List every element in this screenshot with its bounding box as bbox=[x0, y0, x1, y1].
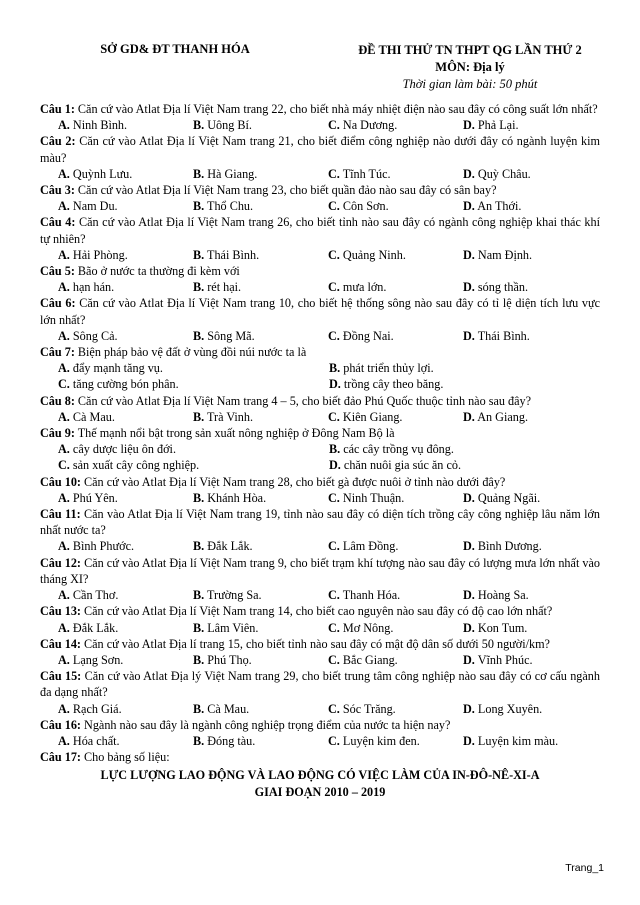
option-text: Đắk Lắk. bbox=[72, 620, 119, 635]
answer-option bbox=[328, 652, 463, 668]
question-number: Câu 5: bbox=[40, 264, 75, 279]
answer-row bbox=[40, 538, 600, 554]
option-letter: C. bbox=[328, 490, 340, 505]
question-stem bbox=[40, 506, 600, 538]
option-letter: C. bbox=[58, 377, 70, 392]
option-letter: A. bbox=[58, 442, 70, 457]
answer-option bbox=[58, 247, 193, 263]
option-letter: C. bbox=[328, 588, 340, 603]
answer-option bbox=[58, 328, 193, 344]
answer-option bbox=[463, 701, 598, 717]
question-stem bbox=[40, 214, 600, 246]
question-number: Câu 9: bbox=[40, 426, 75, 441]
answer-option bbox=[193, 701, 328, 717]
question-stem bbox=[40, 636, 600, 652]
question-text: Căn cứ vào Atlat Địa lí Việt Nam trang 4 – 5, cho biết đảo Phú Quốc thuộc tỉnh nào sau đây? bbox=[74, 393, 532, 408]
option-text: Phả Lại. bbox=[477, 118, 519, 133]
question-stem bbox=[40, 668, 600, 700]
option-letter: A. bbox=[58, 247, 70, 262]
answer-option bbox=[58, 620, 193, 636]
answer-option bbox=[193, 620, 328, 636]
answer-option bbox=[463, 620, 598, 636]
option-text: Ninh Bình. bbox=[72, 118, 128, 133]
question-text: Căn cứ vào Atlat Địa lí Việt Nam trang 22, cho biết nhà máy nhiệt điện nào sau đây có công suất lớn nhất? bbox=[74, 102, 598, 116]
answer-option bbox=[193, 538, 328, 554]
answer-row bbox=[40, 360, 600, 376]
option-letter: C. bbox=[328, 280, 340, 295]
option-text: Thái Bình. bbox=[207, 247, 260, 262]
option-letter: D. bbox=[463, 199, 475, 214]
option-letter: D. bbox=[463, 118, 475, 133]
option-letter: C. bbox=[328, 733, 340, 748]
option-text: Nam Du. bbox=[72, 199, 118, 214]
option-text: Uông Bí. bbox=[207, 118, 252, 133]
answer-option bbox=[193, 490, 328, 506]
option-letter: D. bbox=[329, 458, 341, 473]
question-stem bbox=[40, 182, 600, 198]
option-text: Vĩnh Phúc. bbox=[477, 652, 533, 667]
answer-option bbox=[193, 652, 328, 668]
option-text: Na Dương. bbox=[342, 118, 398, 133]
option-text: Đóng tàu. bbox=[207, 733, 256, 748]
option-text: Kon Tum. bbox=[477, 620, 528, 635]
exam-title: ĐỀ THI THỬ TN THPT QG LẦN THỨ 2 bbox=[358, 43, 582, 57]
option-text: Bắc Giang. bbox=[342, 652, 398, 667]
question-stem bbox=[40, 263, 600, 279]
answer-row bbox=[40, 328, 600, 344]
answer-option bbox=[58, 279, 193, 295]
answer-option bbox=[193, 117, 328, 133]
option-text: Kiên Giang. bbox=[342, 409, 403, 424]
option-letter: A. bbox=[58, 280, 70, 295]
answer-row bbox=[40, 376, 600, 392]
question-stem bbox=[40, 474, 600, 490]
option-text: Lâm Viên. bbox=[207, 620, 259, 635]
option-letter: D. bbox=[463, 652, 475, 667]
option-text: Quỳ Châu. bbox=[477, 166, 531, 181]
option-text: Luyện kim màu. bbox=[477, 733, 559, 748]
option-letter: D. bbox=[463, 701, 475, 716]
question-text: Căn vào Atlat Địa lí Việt Nam trang 19, tỉnh nào sau đây có diện tích trồng cây công nghiệp lâu năm lớn nhất nước ta? bbox=[40, 507, 600, 538]
answer-option bbox=[58, 457, 329, 473]
option-text: Lâm Đồng. bbox=[342, 539, 399, 554]
question-stem bbox=[40, 555, 600, 587]
option-letter: C. bbox=[328, 328, 340, 343]
answer-option bbox=[328, 117, 463, 133]
answer-option bbox=[58, 701, 193, 717]
option-text: Sông Mã. bbox=[207, 328, 255, 343]
option-text: tăng cường bón phân. bbox=[72, 377, 179, 392]
question-text: Căn cứ vào Atlat Địa lí Việt Nam trang 21, cho biết điểm công nghiệp nào dưới đây có ngành luyện kim màu? bbox=[40, 134, 600, 165]
answer-option bbox=[328, 166, 463, 182]
option-text: Hóa chất. bbox=[72, 733, 120, 748]
option-text: Quảng Ninh. bbox=[342, 247, 406, 262]
answer-option bbox=[58, 441, 329, 457]
option-text: Cà Mau. bbox=[207, 701, 250, 716]
answer-row bbox=[40, 409, 600, 425]
option-letter: C. bbox=[328, 652, 340, 667]
option-letter: A. bbox=[58, 199, 70, 214]
option-text: Phú Thọ. bbox=[207, 652, 252, 667]
answer-option bbox=[328, 587, 463, 603]
option-letter: A. bbox=[58, 328, 70, 343]
option-letter: A. bbox=[58, 733, 70, 748]
subject-line: MÔN: Địa lý bbox=[435, 60, 505, 74]
question-text: Căn cứ vào Atlat Địa lí Việt Nam trang 9, cho biết trạm khí tượng nào sau đây có lượng mưa lớn nhất vào tháng XI? bbox=[40, 555, 600, 586]
option-letter: A. bbox=[58, 490, 70, 505]
option-text: Đồng Nai. bbox=[342, 328, 394, 343]
question-list bbox=[40, 101, 600, 801]
option-letter: C. bbox=[328, 701, 340, 716]
option-letter: C. bbox=[328, 620, 340, 635]
question-text: Căn cứ vào Atlat Địa lí Việt Nam trang 10, cho biết hệ thống sông nào sau đây có tỉ lệ diện tích lưu vực lớn nhất? bbox=[40, 296, 600, 327]
answer-row bbox=[40, 198, 600, 214]
question-number: Câu 13: bbox=[40, 604, 81, 619]
option-text: Tĩnh Túc. bbox=[342, 166, 391, 181]
option-text: Thanh Hóa. bbox=[342, 588, 401, 603]
answer-option bbox=[58, 117, 193, 133]
option-letter: B. bbox=[193, 118, 205, 133]
answer-option bbox=[463, 198, 598, 214]
option-text: Phú Yên. bbox=[72, 490, 118, 505]
option-letter: C. bbox=[58, 458, 70, 473]
option-letter: B. bbox=[329, 361, 341, 376]
option-letter: B. bbox=[193, 199, 205, 214]
option-text: chăn nuôi gia súc ăn cỏ. bbox=[343, 458, 462, 473]
question-stem bbox=[40, 425, 600, 441]
question-stem bbox=[40, 603, 600, 619]
answer-option bbox=[463, 117, 598, 133]
option-text: Trường Sa. bbox=[207, 588, 262, 603]
option-text: Thái Bình. bbox=[477, 328, 530, 343]
option-letter: C. bbox=[328, 199, 340, 214]
answer-option bbox=[328, 247, 463, 263]
option-text: Hải Phòng. bbox=[72, 247, 128, 262]
question-text: Căn cứ vào Atlat Địa lí Việt Nam trang 26, cho biết tỉnh nào sau đây có ngành công nghiệp khai thác khí tự nhiên? bbox=[40, 215, 600, 246]
option-letter: B. bbox=[193, 701, 205, 716]
option-text: Cà Mau. bbox=[72, 409, 115, 424]
option-letter: B. bbox=[193, 490, 205, 505]
answer-option bbox=[193, 247, 328, 263]
answer-option bbox=[328, 409, 463, 425]
option-letter: B. bbox=[193, 409, 205, 424]
page-number: Trang_1 bbox=[565, 862, 604, 874]
option-letter: A. bbox=[58, 361, 70, 376]
option-text: Bình Phước. bbox=[72, 539, 135, 554]
option-letter: C. bbox=[328, 118, 340, 133]
option-text: Nam Định. bbox=[477, 247, 533, 262]
option-letter: A. bbox=[58, 652, 70, 667]
option-text: cây dược liệu ôn đới. bbox=[72, 442, 176, 457]
question-text: Biện pháp bảo vệ đất ở vùng đồi núi nước ta là bbox=[74, 345, 307, 360]
answer-option bbox=[193, 198, 328, 214]
question-number: Câu 6: bbox=[40, 296, 76, 311]
option-letter: D. bbox=[329, 377, 341, 392]
option-text: trồng cây theo băng. bbox=[343, 377, 444, 392]
option-text: rét hại. bbox=[207, 280, 242, 295]
answer-option bbox=[193, 328, 328, 344]
option-text: mưa lớn. bbox=[342, 280, 387, 295]
option-text: Trà Vinh. bbox=[207, 409, 254, 424]
question-text: Căn cứ vào Atlat Địa lí Việt Nam trang 23, cho biết quần đảo nào sau đây có sân bay? bbox=[74, 183, 497, 198]
question-number: Câu 3: bbox=[40, 183, 75, 198]
option-text: Ninh Thuận. bbox=[342, 490, 405, 505]
question-stem bbox=[40, 133, 600, 165]
answer-row bbox=[40, 457, 600, 473]
question-number: Câu 2: bbox=[40, 134, 76, 149]
question-number: Câu 16: bbox=[40, 717, 81, 732]
option-letter: A. bbox=[58, 701, 70, 716]
question-number: Câu 1: bbox=[40, 102, 75, 116]
answer-option bbox=[58, 587, 193, 603]
option-text: sản xuất cây công nghiệp. bbox=[72, 458, 200, 473]
option-letter: D. bbox=[463, 539, 475, 554]
option-letter: A. bbox=[58, 620, 70, 635]
option-text: Cần Thơ. bbox=[72, 588, 119, 603]
option-letter: B. bbox=[193, 280, 205, 295]
table-title bbox=[40, 767, 600, 801]
option-text: Sông Cả. bbox=[72, 328, 118, 343]
department-name: SỞ GD& ĐT THANH HÓA bbox=[100, 42, 250, 56]
option-letter: C. bbox=[328, 166, 340, 181]
answer-option bbox=[193, 166, 328, 182]
option-text: sóng thần. bbox=[477, 280, 529, 295]
answer-option bbox=[329, 376, 600, 392]
option-letter: B. bbox=[193, 539, 205, 554]
answer-option bbox=[329, 457, 600, 473]
answer-option bbox=[463, 166, 598, 182]
option-letter: C. bbox=[328, 539, 340, 554]
answer-row bbox=[40, 441, 600, 457]
answer-option bbox=[58, 490, 193, 506]
question-number: Câu 4: bbox=[40, 215, 76, 230]
answer-option bbox=[328, 279, 463, 295]
question-stem bbox=[40, 344, 600, 360]
table-period: GIAI ĐOẠN 2010 – 2019 bbox=[254, 785, 386, 800]
option-letter: A. bbox=[58, 166, 70, 181]
option-text: An Giang. bbox=[477, 409, 529, 424]
question-number: Câu 7: bbox=[40, 345, 75, 360]
answer-option bbox=[328, 701, 463, 717]
answer-row bbox=[40, 733, 600, 749]
answer-option bbox=[329, 360, 600, 376]
option-text: Quỳnh Lưu. bbox=[72, 166, 133, 181]
option-letter: B. bbox=[329, 442, 341, 457]
question-stem bbox=[40, 101, 600, 117]
answer-row bbox=[40, 701, 600, 717]
question-number: Câu 14: bbox=[40, 636, 81, 651]
option-text: Hà Giang. bbox=[207, 166, 258, 181]
option-letter: D. bbox=[463, 166, 475, 181]
option-letter: B. bbox=[193, 588, 205, 603]
question-number: Câu 11: bbox=[40, 507, 81, 522]
answer-option bbox=[58, 166, 193, 182]
option-letter: B. bbox=[193, 328, 205, 343]
option-text: Long Xuyên. bbox=[477, 701, 543, 716]
option-text: An Thới. bbox=[477, 199, 522, 214]
question-stem bbox=[40, 393, 600, 409]
answer-option bbox=[193, 587, 328, 603]
answer-row bbox=[40, 247, 600, 263]
answer-row bbox=[40, 279, 600, 295]
option-text: Bình Dương. bbox=[477, 539, 542, 554]
option-letter: B. bbox=[193, 166, 205, 181]
answer-option bbox=[58, 538, 193, 554]
option-text: Sóc Trăng. bbox=[342, 701, 396, 716]
option-letter: B. bbox=[193, 620, 205, 635]
answer-option bbox=[58, 409, 193, 425]
option-text: đẩy mạnh tăng vụ. bbox=[72, 361, 163, 376]
answer-option bbox=[463, 490, 598, 506]
option-letter: A. bbox=[58, 409, 70, 424]
question-number: Câu 17: bbox=[40, 750, 81, 765]
answer-option bbox=[463, 279, 598, 295]
answer-option bbox=[58, 376, 329, 392]
question-stem bbox=[40, 295, 600, 327]
answer-option bbox=[328, 620, 463, 636]
option-text: Đắk Lắk. bbox=[207, 539, 253, 554]
option-letter: D. bbox=[463, 733, 475, 748]
question-stem bbox=[40, 749, 600, 765]
answer-option bbox=[328, 733, 463, 749]
question-text: Cho bảng số liệu: bbox=[80, 750, 170, 765]
option-letter: D. bbox=[463, 490, 475, 505]
question-text: Căn cứ vào Atlat Địa lí Việt Nam trang 28, cho biết gà được nuôi ở tỉnh nào dưới đây? bbox=[80, 474, 506, 489]
answer-option bbox=[328, 328, 463, 344]
option-text: Thổ Chu. bbox=[207, 199, 254, 214]
option-letter: D. bbox=[463, 409, 475, 424]
option-text: Lạng Sơn. bbox=[72, 652, 124, 667]
question-number: Câu 15: bbox=[40, 669, 82, 684]
exam-header bbox=[325, 42, 615, 93]
option-letter: C. bbox=[328, 247, 340, 262]
answer-row bbox=[40, 490, 600, 506]
option-text: hạn hán. bbox=[72, 280, 115, 295]
time-limit: Thời gian làm bài: 50 phút bbox=[402, 77, 538, 91]
answer-option bbox=[463, 409, 598, 425]
question-text: Thế mạnh nổi bật trong sản xuất nông nghiệp ở Đông Nam Bộ là bbox=[74, 426, 395, 441]
option-letter: B. bbox=[193, 733, 205, 748]
question-number: Câu 12: bbox=[40, 555, 81, 570]
answer-option bbox=[58, 198, 193, 214]
answer-option bbox=[463, 538, 598, 554]
answer-option bbox=[58, 733, 193, 749]
answer-option bbox=[463, 328, 598, 344]
question-text: Căn cứ vào Atlat Địa lí Việt Nam trang 14, cho biết cao nguyên nào sau đây có độ cao lớn nhất? bbox=[80, 604, 553, 619]
option-text: Hoàng Sa. bbox=[477, 588, 529, 603]
option-letter: B. bbox=[193, 247, 205, 262]
option-text: Luyện kim đen. bbox=[342, 733, 420, 748]
question-text: Bão ở nước ta thường đi kèm với bbox=[74, 264, 240, 279]
option-letter: A. bbox=[58, 539, 70, 554]
option-letter: C. bbox=[328, 409, 340, 424]
question-number: Câu 8: bbox=[40, 393, 75, 408]
option-text: Côn Sơn. bbox=[342, 199, 389, 214]
question-text: Căn cứ vào Atlat Địa lí trang 15, cho biết tỉnh nào sau đây có mật độ dân số dưới 50 người/km? bbox=[80, 636, 550, 651]
answer-option bbox=[328, 490, 463, 506]
answer-option bbox=[193, 733, 328, 749]
option-text: Khánh Hòa. bbox=[207, 490, 267, 505]
question-text: Ngành nào sau đây là ngành công nghiệp trọng điểm của nước ta hiện nay? bbox=[80, 717, 451, 732]
option-letter: A. bbox=[58, 588, 70, 603]
option-letter: D. bbox=[463, 620, 475, 635]
table-title-line: LỰC LƯỢNG LAO ĐỘNG VÀ LAO ĐỘNG CÓ VIỆC LÀM CỦA IN-ĐÔ-NÊ-XI-A bbox=[100, 768, 540, 783]
option-letter: D. bbox=[463, 328, 475, 343]
answer-row bbox=[40, 652, 600, 668]
answer-option bbox=[193, 279, 328, 295]
option-letter: D. bbox=[463, 588, 475, 603]
answer-row bbox=[40, 117, 600, 133]
answer-row bbox=[40, 620, 600, 636]
option-text: Quảng Ngãi. bbox=[477, 490, 541, 505]
option-text: các cây trồng vụ đông. bbox=[343, 442, 454, 457]
answer-row bbox=[40, 587, 600, 603]
option-letter: B. bbox=[193, 652, 205, 667]
option-text: Mơ Nông. bbox=[342, 620, 394, 635]
answer-option bbox=[328, 538, 463, 554]
answer-option bbox=[329, 441, 600, 457]
question-stem bbox=[40, 717, 600, 733]
option-text: Rạch Giá. bbox=[72, 701, 122, 716]
answer-option bbox=[328, 198, 463, 214]
answer-option bbox=[463, 587, 598, 603]
option-letter: A. bbox=[58, 118, 70, 133]
answer-row bbox=[40, 166, 600, 182]
answer-option bbox=[463, 247, 598, 263]
answer-option bbox=[193, 409, 328, 425]
answer-option bbox=[58, 652, 193, 668]
option-letter: D. bbox=[463, 247, 475, 262]
question-number: Câu 10: bbox=[40, 474, 81, 489]
option-letter: D. bbox=[463, 280, 475, 295]
answer-option bbox=[58, 360, 329, 376]
question-text: Căn cứ vào Atlat Địa lý Việt Nam trang 29, cho biết trung tâm công nghiệp nào sau đây có cơ cấu ngành đa dạng nhất? bbox=[40, 669, 600, 700]
answer-option bbox=[463, 652, 598, 668]
answer-option bbox=[463, 733, 598, 749]
option-text: phát triển thủy lợi. bbox=[343, 361, 434, 376]
